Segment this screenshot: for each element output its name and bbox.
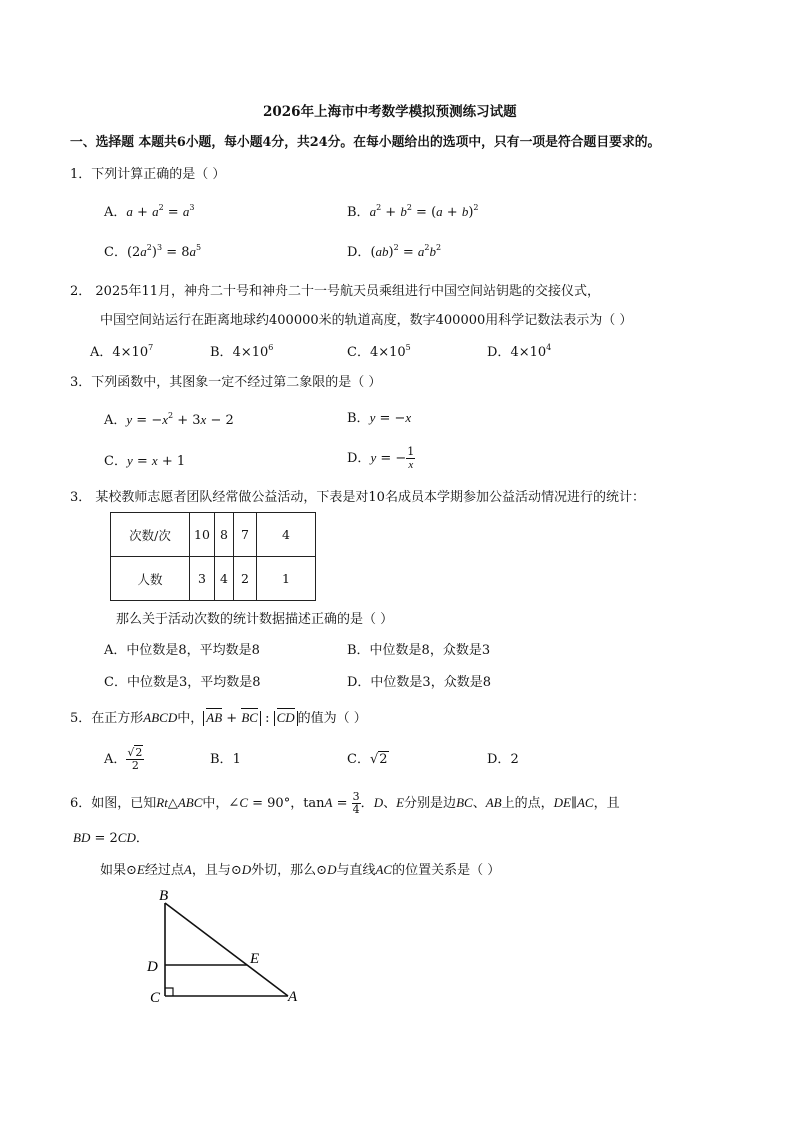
segment-ba [165,903,288,996]
table-cell: 3 [190,557,215,601]
table-cell: 7 [234,513,257,557]
q1-option-a: A．$a + a^2 = a^3$ [104,203,195,220]
q1-stem: 1．下列计算正确的是（ ） [70,167,226,182]
q1-option-b: B．$a^2 + b^2 = (a + b)^2$ [347,203,479,220]
table-cell: 人数 [111,557,190,601]
q4-option-c: C．中位数是3，平均数是8 [104,675,261,690]
q4-question: 那么关于活动次数的统计数据描述正确的是（ ） [116,612,394,627]
q5-option-d: D．2 [487,752,519,767]
label-a: A [288,989,298,1005]
q4-option-d: D．中位数是3，众数是8 [347,675,491,690]
q2-option-d: D．$4\times 10^4$ [487,343,552,360]
q4-stem: 3． 某校教师志愿者团队经常做公益活动，下表是对10名成员本学期参加公益活动情况进行的统计： [70,490,645,505]
right-angle-mark [165,988,173,996]
q4-option-a: A．中位数是8，平均数是8 [104,643,260,658]
q2-option-c: C．$4\times 10^5$ [347,343,411,360]
table-cell: 次数/次 [111,513,190,557]
q6-line2: BD = 2CD． [73,830,149,846]
q5-option-b: B．1 [210,752,241,767]
label-c: C [150,990,161,1006]
q1-option-d: D．$(ab)^2 = a^2b^2$ [347,243,442,260]
table-cell: 2 [234,557,257,601]
table-cell: 8 [215,513,234,557]
q4-option-b: B．中位数是8，众数是3 [347,643,491,658]
label-d: D [147,959,158,975]
q5-option-a: A． $\frac{√2}{2}$ [104,746,143,772]
page-title: 2026年上海市中考数学模拟预测练习试题 [263,104,517,120]
q5-option-c: C．√2 [347,752,388,767]
q3-option-a: A．$y = -x^2 + 3x - 2$ [104,411,234,428]
q5-stem: 5．在正方形ABCD中， AB + BC : CD 的值为（ ） [70,710,367,726]
label-e: E [250,951,260,967]
q3-option-c: C．y = x + 1 [104,453,186,469]
table-cell: 4 [215,557,234,601]
table-cell: 4 [257,513,316,557]
section-header: 一、选择题 本题共6小题，每小题4分，共24分。在每小题给出的选项中，只有一项是符合题目要求的。 [70,135,661,150]
q3-stem: 3．下列函数中，其图象一定不经过第二象限的是（ ） [70,375,382,390]
table-cell: 10 [190,513,215,557]
q2-option-b: B．$4\times 10^6$ [210,343,274,360]
q6-line1: 6．如图，已知Rt△ABC中，∠C = 90°，tanA = $\frac{3}{4}$ ．D、E分别是边BC、AB上的点，DE∥AC，且 [70,790,620,816]
table-cell: 1 [257,557,316,601]
q1-option-c: C．$(2a^2)^3 = 8a^5$ [104,243,202,260]
q3-option-d: D．y = − $\frac{1}{x}$ [347,445,415,471]
q2-line1: 2． 2025年11月，神舟二十号和神舟二十一号航天员乘组进行中国空间站钥匙的交接仪式， [70,284,601,299]
label-b: B [159,888,169,904]
q3-option-b: B．y = −x [347,410,412,426]
q2-line2: 中国空间站运行在距离地球约400000米的轨道高度，数字400000用科学记数法表示为（ ） [100,313,633,328]
q2-option-a: A．$4\times 10^7$ [90,343,154,360]
q6-line3: 如果⊙E经过点A，且与⊙D外切，那么⊙D与直线AC的位置关系是（ ） [100,862,501,878]
